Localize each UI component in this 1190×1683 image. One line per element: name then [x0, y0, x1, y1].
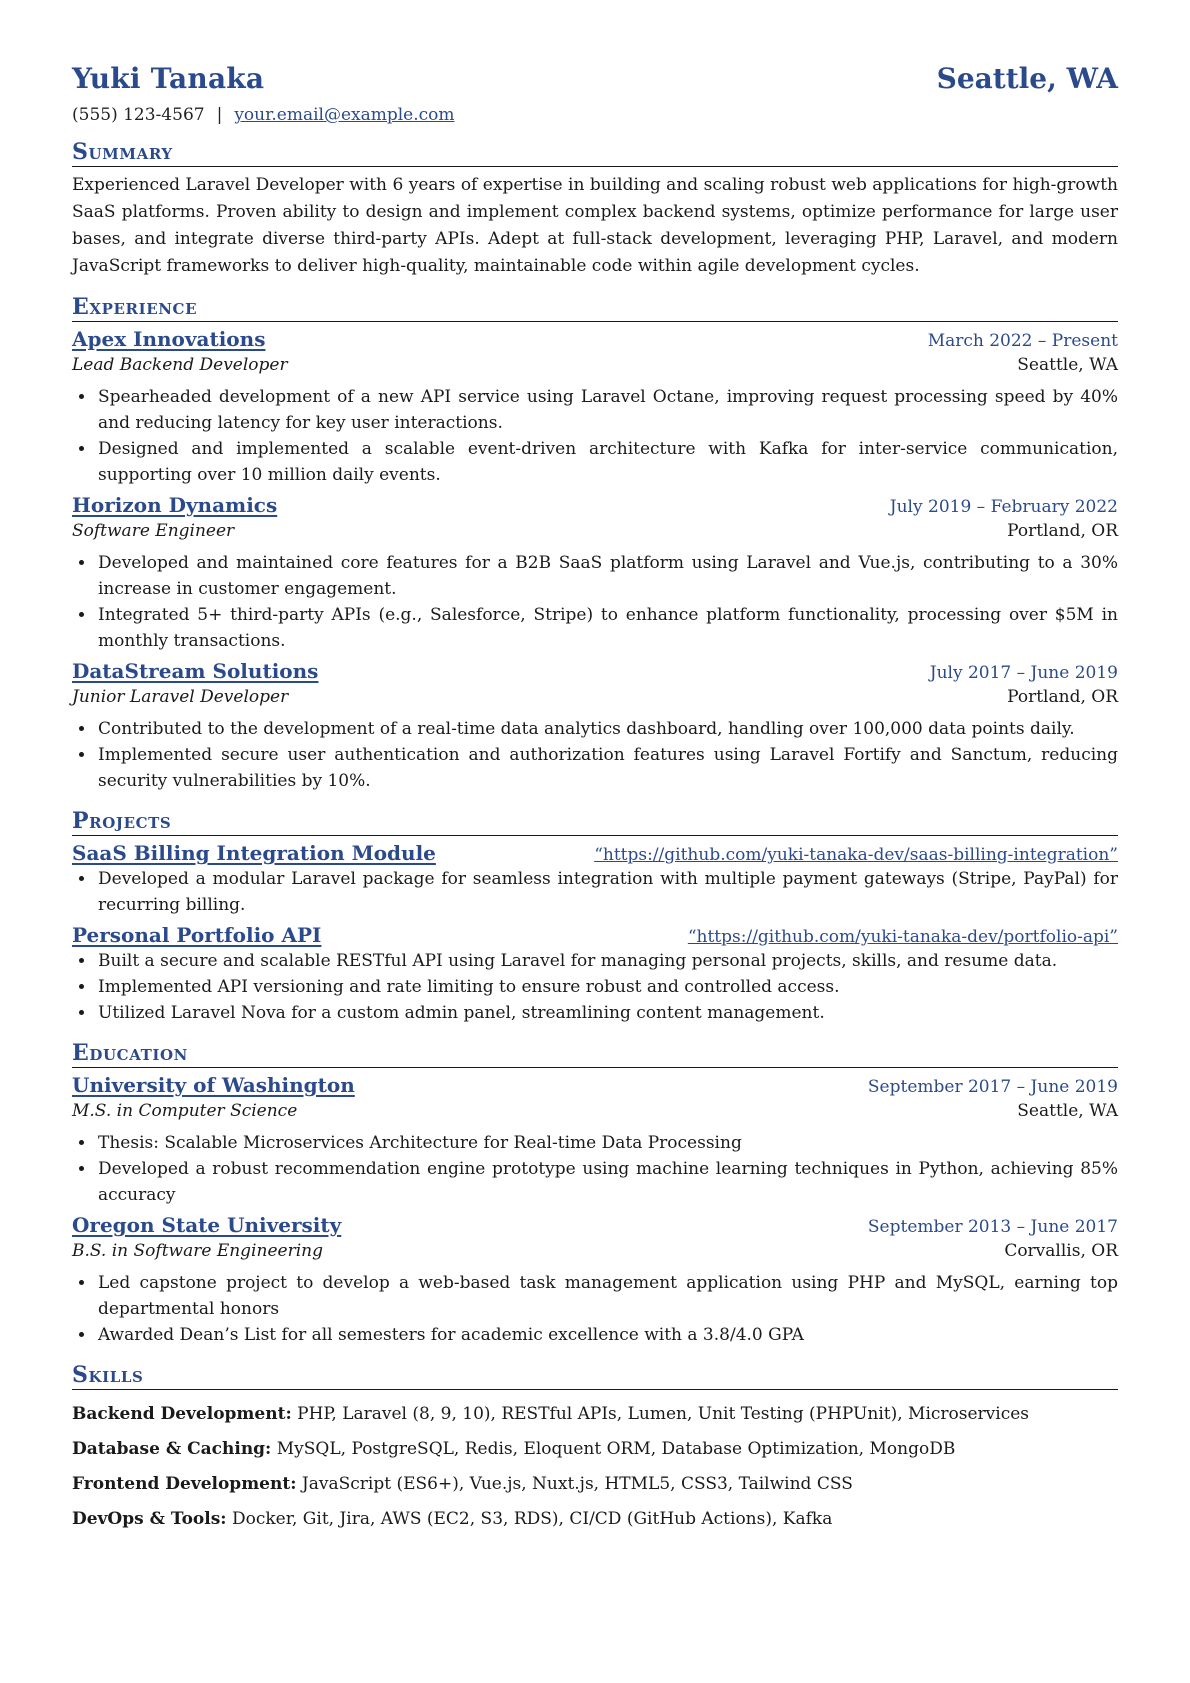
- entry-dates: September 2013 – June 2017: [867, 1217, 1118, 1237]
- skill-items: PHP, Laravel (8, 9, 10), RESTful APIs, Lumen, Unit Testing (PHPUnit), Microservices: [297, 1404, 1030, 1424]
- entry-subheader: [72, 1101, 1118, 1121]
- bullet-item: • Developed a robust recommendation engine prototype using machine learning techniques in Python, achieving 85% accuracy: [96, 1156, 1118, 1208]
- entry-subheader: [72, 687, 1118, 707]
- entry-subheader: [72, 355, 1118, 375]
- organization-link[interactable]: University of Washington: [72, 1073, 355, 1097]
- education-entry: [72, 1213, 1118, 1348]
- bullet-list: [72, 716, 1118, 794]
- entry-location: Portland, OR: [1007, 687, 1118, 707]
- bullet-item: • Integrated 5+ third-party APIs (e.g., Salesforce, Stripe) to enhance platform functionality, processing over $5M in monthly transactions.: [96, 602, 1118, 654]
- education-list: [72, 1073, 1118, 1348]
- section-title-education: Education: [72, 1040, 1118, 1068]
- entry-dates: July 2019 – February 2022: [889, 497, 1118, 517]
- skill-row: [72, 1397, 1118, 1432]
- skill-category: Backend Development:: [72, 1404, 292, 1424]
- project-header: [72, 841, 1118, 865]
- project-name-link[interactable]: Personal Portfolio API: [72, 923, 322, 947]
- skill-items: JavaScript (ES6+), Vue.js, Nuxt.js, HTML5, CSS3, Tailwind CSS: [301, 1474, 853, 1494]
- bullet-list: [72, 384, 1118, 488]
- experience-entry: [72, 327, 1118, 488]
- entry-subheader: [72, 521, 1118, 541]
- section-title-skills: Skills: [72, 1362, 1118, 1390]
- entry-header: [72, 659, 1118, 683]
- education-entry: [72, 1073, 1118, 1208]
- bullet-item: • Led capstone project to develop a web-based task management application using PHP and MySQL, earning top departmental honors: [96, 1270, 1118, 1322]
- skill-row: [72, 1467, 1118, 1502]
- organization-link[interactable]: Oregon State University: [72, 1213, 342, 1237]
- bullet-item: • Built a secure and scalable RESTful API using Laravel for managing personal projects, skills, and resume data.: [96, 948, 1118, 974]
- organization-link[interactable]: Horizon Dynamics: [72, 493, 278, 517]
- entry-header: [72, 1213, 1118, 1237]
- bullet-item: • Contributed to the development of a real-time data analytics dashboard, handling over 100,000 data points daily.: [96, 716, 1118, 742]
- skills-list: [72, 1397, 1118, 1537]
- skill-items: MySQL, PostgreSQL, Redis, Eloquent ORM, Database Optimization, MongoDB: [276, 1439, 956, 1459]
- organization-link[interactable]: DataStream Solutions: [72, 659, 319, 683]
- header: [72, 62, 1118, 95]
- project-entry: [72, 841, 1118, 918]
- bullet-item: • Thesis: Scalable Microservices Architecture for Real-time Data Processing: [96, 1130, 1118, 1156]
- entry-subheader: [72, 1241, 1118, 1261]
- experience-entry: [72, 659, 1118, 794]
- entry-location: Portland, OR: [1007, 521, 1118, 541]
- candidate-name: Yuki Tanaka: [72, 62, 265, 95]
- project-repo-link[interactable]: “https://github.com/yuki-tanaka-dev/portfolio-api”: [687, 927, 1118, 947]
- entry-header: [72, 327, 1118, 351]
- projects-list: [72, 841, 1118, 1026]
- entry-role: Lead Backend Developer: [72, 355, 288, 375]
- entry-role: M.S. in Computer Science: [72, 1101, 298, 1121]
- bullet-list: [72, 550, 1118, 654]
- entry-role: Software Engineer: [72, 521, 235, 541]
- contact-separator: |: [216, 105, 223, 125]
- entry-dates: March 2022 – Present: [927, 331, 1118, 351]
- project-repo-link[interactable]: “https://github.com/yuki-tanaka-dev/saas-billing-integration”: [594, 845, 1118, 865]
- skill-row: [72, 1502, 1118, 1537]
- bullet-item: • Utilized Laravel Nova for a custom admin panel, streamlining content management.: [96, 1000, 1118, 1026]
- phone-number: (555) 123-4567: [72, 105, 205, 125]
- header-location: Seattle, WA: [936, 62, 1118, 95]
- bullet-list: [72, 1130, 1118, 1208]
- bullet-item: • Designed and implemented a scalable event-driven architecture with Kafka for inter-service communication, supporting over 10 million daily events.: [96, 436, 1118, 488]
- entry-header: [72, 493, 1118, 517]
- entry-dates: September 2017 – June 2019: [867, 1077, 1118, 1097]
- bullet-item: • Implemented API versioning and rate limiting to ensure robust and controlled access.: [96, 974, 1118, 1000]
- entry-role: Junior Laravel Developer: [72, 687, 289, 707]
- entry-role: B.S. in Software Engineering: [72, 1241, 323, 1261]
- entry-location: Seattle, WA: [1017, 355, 1118, 375]
- contact-line: [72, 105, 1118, 125]
- bullet-list: [72, 1270, 1118, 1348]
- section-title-projects: Projects: [72, 808, 1118, 836]
- organization-link[interactable]: Apex Innovations: [72, 327, 266, 351]
- bullet-item: • Developed a modular Laravel package for seamless integration with multiple payment gateways (Stripe, PayPal) for recurring billing.: [96, 866, 1118, 918]
- entry-location: Corvallis, OR: [1004, 1241, 1118, 1261]
- project-entry: [72, 923, 1118, 1026]
- bullet-list: [72, 948, 1118, 1026]
- skill-row: [72, 1432, 1118, 1467]
- project-name-link[interactable]: SaaS Billing Integration Module: [72, 841, 436, 865]
- email-link[interactable]: your.email@example.com: [234, 105, 455, 125]
- experience-entry: [72, 493, 1118, 654]
- section-title-summary: Summary: [72, 139, 1118, 167]
- experience-list: [72, 327, 1118, 794]
- skill-category: DevOps & Tools:: [72, 1509, 227, 1529]
- entry-header: [72, 1073, 1118, 1097]
- entry-dates: July 2017 – June 2019: [929, 663, 1118, 683]
- entry-location: Seattle, WA: [1017, 1101, 1118, 1121]
- skill-items: Docker, Git, Jira, AWS (EC2, S3, RDS), CI/CD (GitHub Actions), Kafka: [231, 1509, 833, 1529]
- bullet-list: [72, 866, 1118, 918]
- skill-category: Database & Caching:: [72, 1439, 272, 1459]
- project-header: [72, 923, 1118, 947]
- bullet-item: • Implemented secure user authentication and authorization features using Laravel Fortify and Sanctum, reducing security vulnerabilities by 10%.: [96, 742, 1118, 794]
- summary-text: Experienced Laravel Developer with 6 years of expertise in building and scaling robust web applications for high-growth SaaS platforms. Proven ability to design and implement complex backend systems, optimize performance for large user bases, and integrate diverse third-party APIs. Adept at full-stack development, leveraging PHP, Laravel, and modern JavaScript frameworks to deliver high-quality, maintainable code within agile development cycles.: [72, 175, 1118, 276]
- bullet-item: • Awarded Dean’s List for all semesters for academic excellence with a 3.8/4.0 GPA: [96, 1322, 1118, 1348]
- skill-category: Frontend Development:: [72, 1474, 297, 1494]
- bullet-item: • Spearheaded development of a new API service using Laravel Octane, improving request processing speed by 40% and reducing latency for key user interactions.: [96, 384, 1118, 436]
- bullet-item: • Developed and maintained core features for a B2B SaaS platform using Laravel and Vue.js, contributing to a 30% increase in customer engagement.: [96, 550, 1118, 602]
- section-title-experience: Experience: [72, 294, 1118, 322]
